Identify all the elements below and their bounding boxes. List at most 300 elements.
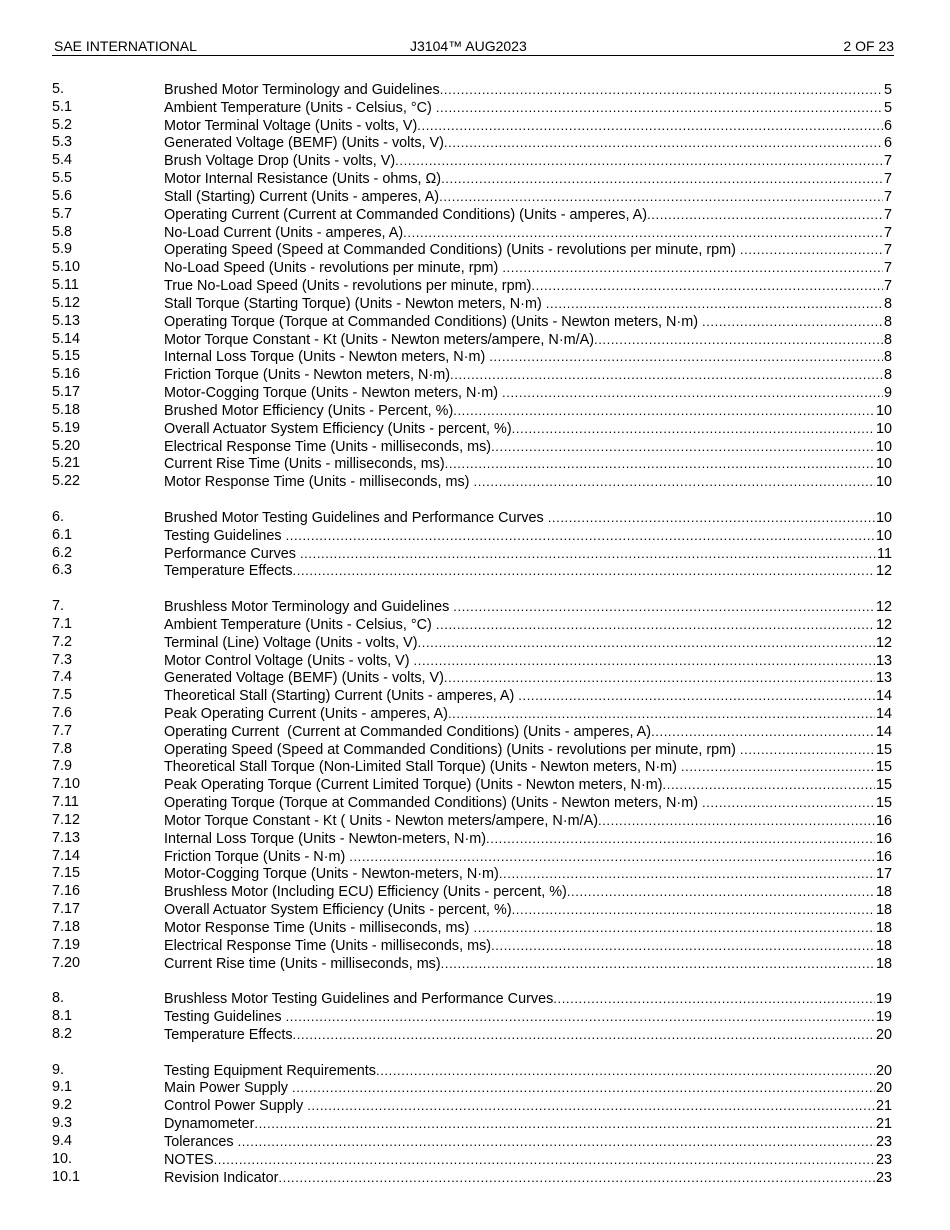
toc-entry-page: 7 — [883, 242, 892, 259]
toc-dot-leader — [499, 865, 875, 883]
toc-entry-title: Motor-Cogging Torque (Units - Newton meters, N·m) — [164, 385, 503, 402]
toc-entry[interactable] — [52, 758, 892, 776]
toc-dot-leader — [548, 509, 875, 527]
toc-entry-number: 5.17 — [52, 384, 81, 401]
toc-entry[interactable] — [52, 348, 892, 366]
toc-entry-title: Motor Control Voltage (Units - volts, V) — [164, 652, 414, 669]
toc-entry-body — [164, 277, 892, 296]
toc-entry-number: 8.2 — [52, 1025, 73, 1042]
toc-entry-body — [164, 616, 892, 635]
toc-entry-number: 5.9 — [52, 241, 73, 258]
toc-entry-number: 5.3 — [52, 134, 73, 151]
toc-entry-page: 18 — [875, 955, 892, 972]
toc-entry-body — [164, 705, 892, 724]
table-of-contents — [52, 81, 892, 1204]
toc-entry-page: 8 — [883, 295, 892, 312]
toc-section — [52, 1062, 892, 1187]
toc-dot-leader — [286, 1008, 875, 1026]
toc-entry[interactable] — [52, 366, 892, 384]
toc-entry[interactable] — [52, 562, 892, 580]
toc-entry-title: Current Rise Time (Units - milliseconds, ms) — [164, 456, 445, 473]
toc-entry-number: 7.1 — [52, 615, 73, 632]
toc-entry-body — [164, 384, 892, 403]
toc-entry[interactable] — [52, 402, 892, 420]
toc-entry[interactable] — [52, 830, 892, 848]
toc-entry-number: 5.16 — [52, 366, 81, 383]
toc-entry[interactable] — [52, 883, 892, 901]
toc-entry-title: Temperature Effects — [164, 563, 293, 580]
toc-dot-leader — [300, 545, 876, 563]
toc-entry[interactable] — [52, 687, 892, 705]
toc-entry[interactable] — [52, 1079, 892, 1097]
toc-dot-leader — [403, 224, 883, 242]
toc-entry-title: Friction Torque (Units - N·m) — [164, 848, 350, 865]
toc-entry-page: 15 — [875, 759, 892, 776]
toc-dot-leader — [567, 883, 875, 901]
toc-entry-number: 7.4 — [52, 669, 73, 686]
toc-entry-body — [164, 1133, 892, 1152]
toc-entry-page: 14 — [875, 688, 892, 705]
toc-entry-body — [164, 545, 892, 564]
toc-entry-body — [164, 81, 892, 100]
toc-entry-page: 10 — [875, 527, 892, 544]
toc-entry[interactable] — [52, 990, 892, 1008]
toc-entry-page: 20 — [875, 1080, 892, 1097]
toc-entry-title: Testing Guidelines — [164, 1009, 286, 1026]
toc-entry-body — [164, 259, 892, 278]
toc-entry-title: Brushless Motor (Including ECU) Efficiency (Units - percent, %) — [164, 884, 567, 901]
toc-entry[interactable] — [52, 848, 892, 866]
toc-dot-leader — [594, 331, 883, 349]
toc-entry[interactable] — [52, 224, 892, 242]
toc-entry-page: 15 — [875, 741, 892, 758]
toc-entry-number: 7.13 — [52, 829, 81, 846]
toc-entry[interactable] — [52, 438, 892, 456]
toc-dot-leader — [414, 652, 875, 670]
toc-entry[interactable] — [52, 152, 892, 170]
toc-entry-number: 7.9 — [52, 758, 73, 775]
toc-entry-number: 7.2 — [52, 633, 73, 650]
toc-entry[interactable] — [52, 295, 892, 313]
toc-entry-title: Brush Voltage Drop (Units - volts, V) — [164, 153, 396, 170]
toc-dot-leader — [512, 420, 875, 438]
toc-entry-body — [164, 848, 892, 867]
toc-entry-body — [164, 1115, 892, 1134]
toc-dot-leader — [473, 473, 875, 491]
toc-entry-title: Testing Equipment Requirements — [164, 1062, 376, 1079]
toc-entry[interactable] — [52, 259, 892, 277]
toc-entry[interactable] — [52, 170, 892, 188]
toc-dot-leader — [444, 669, 875, 687]
toc-entry-body — [164, 99, 892, 118]
toc-entry-body — [164, 170, 892, 189]
toc-entry[interactable] — [52, 865, 892, 883]
toc-entry[interactable] — [52, 1169, 892, 1187]
toc-dot-leader — [681, 758, 875, 776]
toc-entry-body — [164, 241, 892, 260]
toc-entry-page: 10 — [875, 438, 892, 455]
toc-entry-title: Electrical Response Time (Units - milliseconds, ms) — [164, 937, 492, 954]
toc-entry[interactable] — [52, 473, 892, 491]
toc-entry-number: 6.1 — [52, 526, 73, 543]
toc-entry-title: Motor Response Time (Units - milliseconds, ms) — [164, 919, 474, 936]
toc-dot-leader — [254, 1115, 875, 1133]
toc-dot-leader — [512, 901, 875, 919]
toc-entry-page: 23 — [875, 1169, 892, 1186]
toc-entry-title: Motor Internal Resistance (Units - ohms, Ω) — [164, 171, 442, 188]
toc-entry-number: 7.10 — [52, 776, 81, 793]
toc-entry-number: 7.14 — [52, 847, 81, 864]
toc-entry-body — [164, 883, 892, 902]
toc-dot-leader — [663, 776, 875, 794]
toc-dot-leader — [531, 277, 883, 295]
toc-entry[interactable] — [52, 955, 892, 973]
toc-dot-leader — [502, 384, 883, 402]
toc-entry-number: 5. — [52, 81, 65, 97]
toc-entry-number: 5.1 — [52, 98, 73, 115]
toc-entry-body — [164, 295, 892, 314]
toc-entry-body — [164, 598, 892, 617]
toc-entry-page: 18 — [875, 902, 892, 919]
toc-entry-title: Peak Operating Current (Units - amperes, A) — [164, 705, 448, 722]
toc-entry-number: 7.19 — [52, 936, 81, 953]
toc-entry-title: Friction Torque (Units - Newton meters, N·m) — [164, 367, 451, 384]
toc-entry[interactable] — [52, 188, 892, 206]
toc-entry-number: 7.12 — [52, 811, 81, 828]
toc-entry[interactable] — [52, 616, 892, 634]
toc-entry[interactable] — [52, 812, 892, 830]
toc-entry[interactable] — [52, 1026, 892, 1044]
toc-entry-page: 7 — [883, 224, 892, 241]
toc-entry-number: 5.2 — [52, 116, 73, 133]
toc-entry-page: 8 — [883, 331, 892, 348]
header-page-number: 2 OF 23 — [843, 38, 894, 54]
toc-entry[interactable] — [52, 776, 892, 794]
toc-dot-leader — [418, 634, 875, 652]
toc-entry[interactable] — [52, 206, 892, 224]
toc-entry[interactable] — [52, 1097, 892, 1115]
toc-entry[interactable] — [52, 634, 892, 652]
toc-dot-leader — [293, 562, 875, 580]
toc-entry-page: 13 — [875, 652, 892, 669]
toc-entry-title: Tolerances — [164, 1133, 238, 1150]
toc-entry-page: 7 — [883, 153, 892, 170]
toc-entry-number: 5.14 — [52, 330, 81, 347]
toc-entry-title: True No-Load Speed (Units - revolutions per minute, rpm) — [164, 278, 532, 295]
toc-entry-number: 6. — [52, 508, 65, 525]
toc-entry-page: 10 — [875, 402, 892, 419]
toc-entry-number: 5.4 — [52, 152, 73, 169]
toc-entry-body — [164, 830, 892, 849]
toc-entry-body — [164, 348, 892, 367]
toc-entry-page: 9 — [883, 385, 892, 402]
toc-entry-body — [164, 1062, 892, 1081]
toc-entry-number: 8. — [52, 990, 65, 1007]
toc-section — [52, 81, 892, 491]
toc-entry-number: 10.1 — [52, 1168, 81, 1185]
toc-entry-number: 7.11 — [52, 794, 79, 811]
toc-entry-page: 17 — [875, 866, 892, 883]
toc-entry-page: 8 — [883, 367, 892, 384]
toc-entry-title: Brushed Motor Terminology and Guidelines — [164, 82, 440, 98]
toc-entry-title: Current Rise time (Units - milliseconds, ms) — [164, 955, 441, 972]
toc-entry-page: 21 — [875, 1098, 892, 1115]
toc-dot-leader — [440, 81, 883, 99]
toc-entry-page: 18 — [875, 937, 892, 954]
toc-dot-leader — [448, 705, 875, 723]
toc-entry[interactable] — [52, 81, 892, 99]
toc-entry-number: 7.7 — [52, 722, 73, 739]
toc-dot-leader — [439, 188, 883, 206]
toc-entry[interactable] — [52, 117, 892, 135]
toc-entry-page: 19 — [875, 991, 892, 1008]
toc-dot-leader — [453, 598, 875, 616]
toc-entry-number: 5.7 — [52, 205, 73, 222]
toc-entry-title: Control Power Supply — [164, 1098, 308, 1115]
toc-entry[interactable] — [52, 420, 892, 438]
toc-entry-body — [164, 865, 892, 884]
toc-entry-number: 7.8 — [52, 740, 73, 757]
toc-entry-page: 12 — [875, 634, 892, 651]
toc-entry-number: 5.15 — [52, 348, 81, 365]
toc-entry-body — [164, 741, 892, 760]
toc-entry-body — [164, 527, 892, 546]
toc-entry-body — [164, 901, 892, 920]
toc-entry-title: Generated Voltage (BEMF) (Units - volts, V) — [164, 670, 444, 687]
toc-entry-number: 9.2 — [52, 1097, 73, 1114]
toc-dot-leader — [702, 313, 883, 331]
toc-entry[interactable] — [52, 99, 892, 117]
toc-entry-body — [164, 402, 892, 421]
toc-entry-body — [164, 473, 892, 492]
toc-entry-title: No-Load Current (Units - amperes, A) — [164, 224, 404, 241]
toc-entry-body — [164, 1026, 892, 1045]
toc-entry[interactable] — [52, 134, 892, 152]
toc-entry-title: Operating Torque (Torque at Commanded Conditions) (Units - Newton meters, N·m) — [164, 313, 702, 330]
toc-entry-body — [164, 438, 892, 457]
toc-entry-page: 16 — [875, 812, 892, 829]
toc-entry[interactable] — [52, 723, 892, 741]
toc-entry-title: Stall (Starting) Current (Units - amperes, A) — [164, 188, 440, 205]
toc-section — [52, 990, 892, 1043]
toc-entry-body — [164, 331, 892, 350]
toc-entry-number: 7.3 — [52, 651, 73, 668]
toc-entry-title: Stall Torque (Starting Torque) (Units - Newton meters, N·m) — [164, 295, 546, 312]
toc-entry[interactable] — [52, 313, 892, 331]
toc-dot-leader — [546, 295, 883, 313]
toc-entry-title: Operating Speed (Speed at Commanded Conditions) (Units - revolutions per minute, rpm) — [164, 242, 740, 259]
toc-entry-number: 9.3 — [52, 1115, 73, 1132]
toc-entry-page: 10 — [875, 456, 892, 473]
toc-entry-body — [164, 1097, 892, 1116]
toc-entry-body — [164, 188, 892, 207]
toc-entry[interactable] — [52, 1133, 892, 1151]
toc-dot-leader — [307, 1097, 875, 1115]
toc-entry-number: 5.5 — [52, 170, 73, 187]
toc-entry-body — [164, 1169, 892, 1188]
toc-entry-title: Overall Actuator System Efficiency (Units - percent, %) — [164, 420, 512, 437]
toc-entry-title: Operating Torque (Torque at Commanded Conditions) (Units - Newton meters, N·m) — [164, 795, 702, 812]
toc-dot-leader — [450, 366, 883, 384]
toc-entry-title: Revision Indicator — [164, 1169, 279, 1186]
toc-entry-number: 9.1 — [52, 1079, 73, 1096]
toc-entry-number: 6.3 — [52, 562, 73, 579]
toc-entry-body — [164, 937, 892, 956]
toc-entry-number: 6.2 — [52, 544, 73, 561]
toc-dot-leader — [651, 723, 875, 741]
toc-entry-number: 5.10 — [52, 259, 81, 276]
toc-entry[interactable] — [52, 937, 892, 955]
toc-entry-number: 7.18 — [52, 918, 81, 935]
toc-entry[interactable] — [52, 669, 892, 687]
toc-entry-number: 10. — [52, 1150, 73, 1167]
toc-entry-title: Ambient Temperature (Units - Celsius, °C) — [164, 99, 436, 116]
toc-dot-leader — [292, 1079, 875, 1097]
toc-entry[interactable] — [52, 509, 892, 527]
toc-entry[interactable] — [52, 919, 892, 937]
toc-entry-body — [164, 990, 892, 1009]
toc-entry-title: Theoretical Stall (Starting) Current (Units - amperes, A) — [164, 688, 519, 705]
toc-entry-title: Brushed Motor Efficiency (Units - Percent, %) — [164, 402, 454, 419]
toc-entry-page: 20 — [875, 1062, 892, 1079]
toc-entry-number: 9. — [52, 1061, 65, 1078]
toc-entry-page: 7 — [883, 260, 892, 277]
toc-entry-page: 19 — [875, 1009, 892, 1026]
toc-dot-leader — [349, 848, 875, 866]
toc-entry-number: 5.18 — [52, 401, 81, 418]
toc-entry-title: No-Load Speed (Units - revolutions per minute, rpm) — [164, 260, 503, 277]
toc-entry[interactable] — [52, 794, 892, 812]
toc-entry-number: 5.20 — [52, 437, 81, 454]
toc-entry-title: Operating Current (Current at Commanded Conditions) (Units - amperes, A) — [164, 206, 648, 223]
toc-dot-leader — [286, 527, 875, 545]
toc-entry-number: 7.15 — [52, 865, 81, 882]
toc-entry[interactable] — [52, 1062, 892, 1080]
toc-dot-leader — [436, 616, 875, 634]
toc-entry-page: 18 — [875, 884, 892, 901]
toc-entry-page: 10 — [875, 420, 892, 437]
toc-entry[interactable] — [52, 277, 892, 295]
toc-entry[interactable] — [52, 901, 892, 919]
toc-entry[interactable] — [52, 1115, 892, 1133]
toc-entry-page: 10 — [875, 509, 892, 526]
toc-entry-body — [164, 224, 892, 243]
toc-entry-title: Operating Speed (Speed at Commanded Conditions) (Units - revolutions per minute, rpm) — [164, 741, 740, 758]
toc-entry-body — [164, 366, 892, 385]
toc-entry-body — [164, 1079, 892, 1098]
toc-entry-title: Main Power Supply — [164, 1080, 292, 1097]
toc-entry-number: 7.17 — [52, 901, 81, 918]
toc-entry-title: Dynamometer — [164, 1116, 255, 1133]
toc-entry-page: 20 — [875, 1026, 892, 1043]
toc-entry[interactable] — [52, 705, 892, 723]
toc-entry-title: Theoretical Stall Torque (Non-Limited Stall Torque) (Units - Newton meters, N·m) — [164, 759, 681, 776]
toc-dot-leader — [473, 919, 875, 937]
toc-entry-title: Brushless Motor Testing Guidelines and Performance Curves — [164, 991, 554, 1008]
toc-entry-body — [164, 687, 892, 706]
toc-entry-body — [164, 669, 892, 688]
toc-dot-leader — [491, 937, 875, 955]
toc-entry-body — [164, 794, 892, 813]
toc-entry-body — [164, 509, 892, 528]
toc-entry-page: 7 — [883, 171, 892, 188]
toc-entry-body — [164, 117, 892, 136]
toc-entry-number: 5.19 — [52, 419, 81, 436]
toc-entry[interactable] — [52, 1008, 892, 1026]
toc-entry-page: 5 — [883, 99, 892, 116]
toc-dot-leader — [445, 455, 875, 473]
toc-entry-page: 14 — [875, 705, 892, 722]
toc-entry-body — [164, 1008, 892, 1027]
toc-entry-title: Performance Curves — [164, 545, 300, 562]
toc-entry-number: 7.16 — [52, 883, 81, 900]
toc-entry[interactable] — [52, 455, 892, 473]
toc-dot-leader — [502, 259, 883, 277]
toc-entry-page: 15 — [875, 777, 892, 794]
toc-dot-leader — [293, 1026, 875, 1044]
toc-entry-page: 14 — [875, 723, 892, 740]
toc-entry-page: 15 — [875, 795, 892, 812]
toc-entry-body — [164, 1151, 892, 1170]
toc-entry[interactable] — [52, 527, 892, 545]
toc-entry-title: Motor Terminal Voltage (Units - volts, V) — [164, 117, 418, 134]
toc-entry-body — [164, 313, 892, 332]
toc-dot-leader — [486, 830, 875, 848]
toc-entry[interactable] — [52, 1151, 892, 1169]
toc-entry-title: Generated Voltage (BEMF) (Units - volts, V) — [164, 135, 444, 152]
toc-entry-number: 5.11 — [52, 277, 79, 294]
toc-entry-number: 8.1 — [52, 1008, 73, 1025]
toc-entry-page: 12 — [875, 599, 892, 616]
toc-entry-number: 7.20 — [52, 954, 81, 971]
toc-entry[interactable] — [52, 652, 892, 670]
toc-entry-page: 5 — [883, 82, 892, 98]
toc-entry-title: Testing Guidelines — [164, 527, 286, 544]
toc-entry[interactable] — [52, 241, 892, 259]
toc-entry-title: Motor Response Time (Units - milliseconds, ms) — [164, 474, 474, 491]
toc-entry-page: 8 — [883, 349, 892, 366]
toc-entry[interactable] — [52, 545, 892, 563]
toc-entry[interactable] — [52, 331, 892, 349]
toc-dot-leader — [441, 170, 883, 188]
toc-entry-page: 6 — [883, 117, 892, 134]
toc-dot-leader — [214, 1151, 875, 1169]
toc-entry[interactable] — [52, 741, 892, 759]
toc-entry-page: 11 — [877, 545, 892, 562]
toc-dot-leader — [702, 794, 875, 812]
toc-entry-number: 5.13 — [52, 312, 81, 329]
toc-entry-page: 21 — [875, 1116, 892, 1133]
toc-entry-body — [164, 134, 892, 153]
toc-entry-title: Motor Torque Constant - Kt (Units - Newton meters/ampere, N·m/A) — [164, 331, 594, 348]
toc-entry-number: 7.6 — [52, 704, 73, 721]
toc-dot-leader — [453, 402, 875, 420]
toc-entry-title: Peak Operating Torque (Current Limited Torque) (Units - Newton meters, N·m) — [164, 777, 663, 794]
toc-entry-body — [164, 562, 892, 581]
toc-entry-title: Motor-Cogging Torque (Units - Newton-meters, N·m) — [164, 866, 499, 883]
toc-entry-title: Electrical Response Time (Units - milliseconds, ms) — [164, 438, 492, 455]
toc-entry-page: 8 — [883, 313, 892, 330]
toc-entry-page: 13 — [875, 670, 892, 687]
toc-dot-leader — [647, 206, 883, 224]
toc-entry[interactable] — [52, 384, 892, 402]
toc-entry-body — [164, 420, 892, 439]
toc-entry-page: 18 — [875, 919, 892, 936]
toc-dot-leader — [436, 99, 883, 117]
toc-entry-number: 9.4 — [52, 1132, 73, 1149]
toc-entry-page: 16 — [875, 830, 892, 847]
toc-entry[interactable] — [52, 598, 892, 616]
